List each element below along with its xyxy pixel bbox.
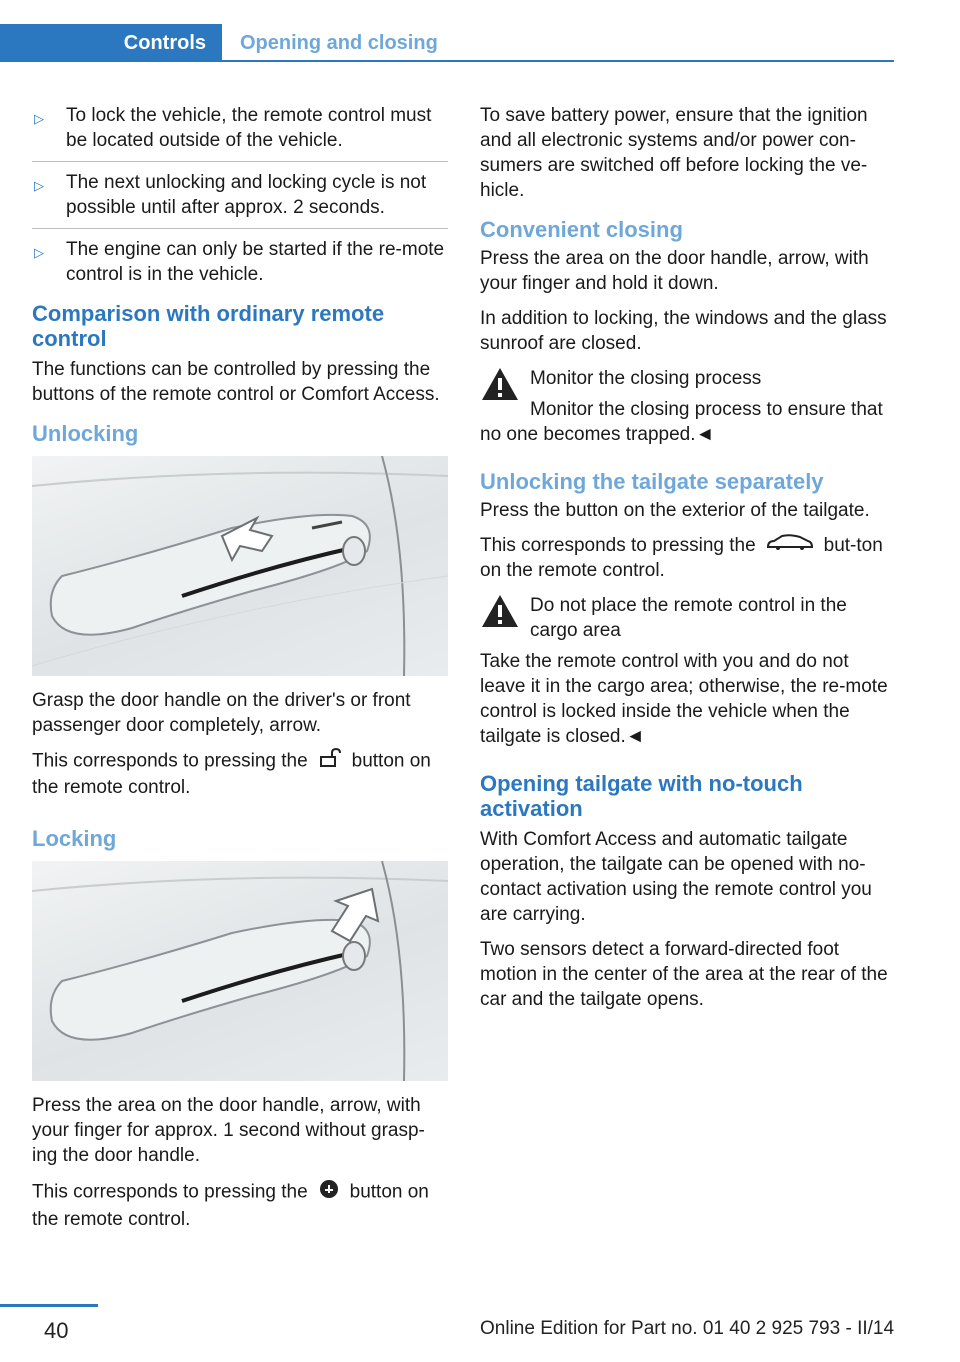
locking-heading: Locking: [32, 826, 117, 851]
door-handle-lock-figure: [32, 861, 448, 1081]
edition-note: Online Edition for Part no. 01 40 2 925 793 - II/14: [480, 1318, 895, 1339]
tailgate-heading: Unlocking the tailgate separately: [480, 469, 824, 494]
warning-body: Monitor the closing process to ensure that no one becomes trapped.◄: [480, 399, 883, 445]
comparison-text: The functions can be controlled by pressing the buttons of the remote control or Comfort Access.: [32, 359, 440, 405]
warning-box: [480, 366, 894, 447]
warning-box: [480, 593, 894, 749]
list-item: ▷ The next unlocking and locking cycle is not possible until after approx. 2 seconds.: [32, 170, 448, 229]
convenient-closing-text: Press the area on the door handle, arrow, with your finger and hold it down.: [480, 248, 869, 294]
car-tailgate-icon: [766, 533, 814, 558]
list-item: ▷ The engine can only be started if the re‐mote control is in the vehicle.: [34, 239, 445, 285]
warning-icon: [480, 366, 520, 402]
triangle-bullet-icon: ▷: [34, 178, 44, 193]
triangle-bullet-icon: ▷: [34, 111, 44, 126]
unlock-icon: [318, 748, 342, 775]
warning-icon: [480, 593, 520, 629]
unlocking-correspondence: This corresponds to pressing the button on the remote control.: [32, 748, 448, 800]
right-column: [480, 103, 894, 1022]
section-title: Controls: [123, 32, 206, 54]
subsection-title: Opening and closing: [240, 32, 438, 54]
bullet-list: [32, 103, 448, 287]
unlocking-heading: Unlocking: [32, 421, 139, 446]
locking-correspondence: This corresponds to pressing the button on the remote control.: [32, 1178, 448, 1232]
tailgate-correspondence: This corresponds to pressing the but‐ton on the remote control.: [480, 535, 883, 582]
convenient-closing-text-2: In addition to locking, the windows and the glass sunroof are closed.: [480, 308, 887, 354]
door-handle-unlock-figure: [32, 456, 448, 676]
no-touch-text: With Comfort Access and automatic tailgate operation, the tailgate can be opened with no‐contact activation using the remote control you are carrying.: [480, 829, 872, 926]
no-touch-heading: Opening tailgate with no‐touch activation: [480, 771, 803, 822]
tailgate-text: Press the button on the exterior of the tailgate.: [480, 500, 870, 521]
battery-text: To save battery power, ensure that the ignition and all electronic systems and/or power con‐sumers are switched off before locking the ve‐hicle.: [480, 105, 868, 201]
footer-rule: [0, 1304, 98, 1307]
page-number: 40: [44, 1318, 69, 1343]
list-item: ▷ To lock the vehicle, the remote control must be located outside of the vehicle.: [32, 103, 448, 162]
header-rule: [222, 60, 894, 62]
warning-body: Take the remote control with you and do not leave it in the cargo area; otherwise, the re‐mote control is locked inside the vehicle when the tailgate is closed.◄: [480, 651, 888, 748]
door-handle-illustration: [32, 861, 448, 1081]
section-tab: [0, 24, 222, 62]
warning-title: Do not place the remote control in the cargo area: [530, 595, 847, 642]
warning-title: Monitor the closing process: [530, 368, 762, 389]
locking-text: Press the area on the door handle, arrow, with your finger for approx. 1 second without grasp‐ing the door handle.: [32, 1095, 425, 1166]
left-column: [32, 103, 448, 1242]
unlocking-text: Grasp the door handle on the driver's or front passenger door completely, arrow.: [32, 690, 411, 736]
no-touch-text-2: Two sensors detect a forward-directed foot motion in the center of the area at the rear of the car and the tailgate opens.: [480, 939, 888, 1011]
door-handle-illustration: [32, 456, 448, 676]
convenient-closing-heading: Convenient closing: [480, 217, 683, 242]
triangle-bullet-icon: ▷: [34, 245, 44, 260]
lock-icon: [318, 1178, 340, 1207]
comparison-heading: Comparison with ordinary remote control: [32, 301, 385, 351]
